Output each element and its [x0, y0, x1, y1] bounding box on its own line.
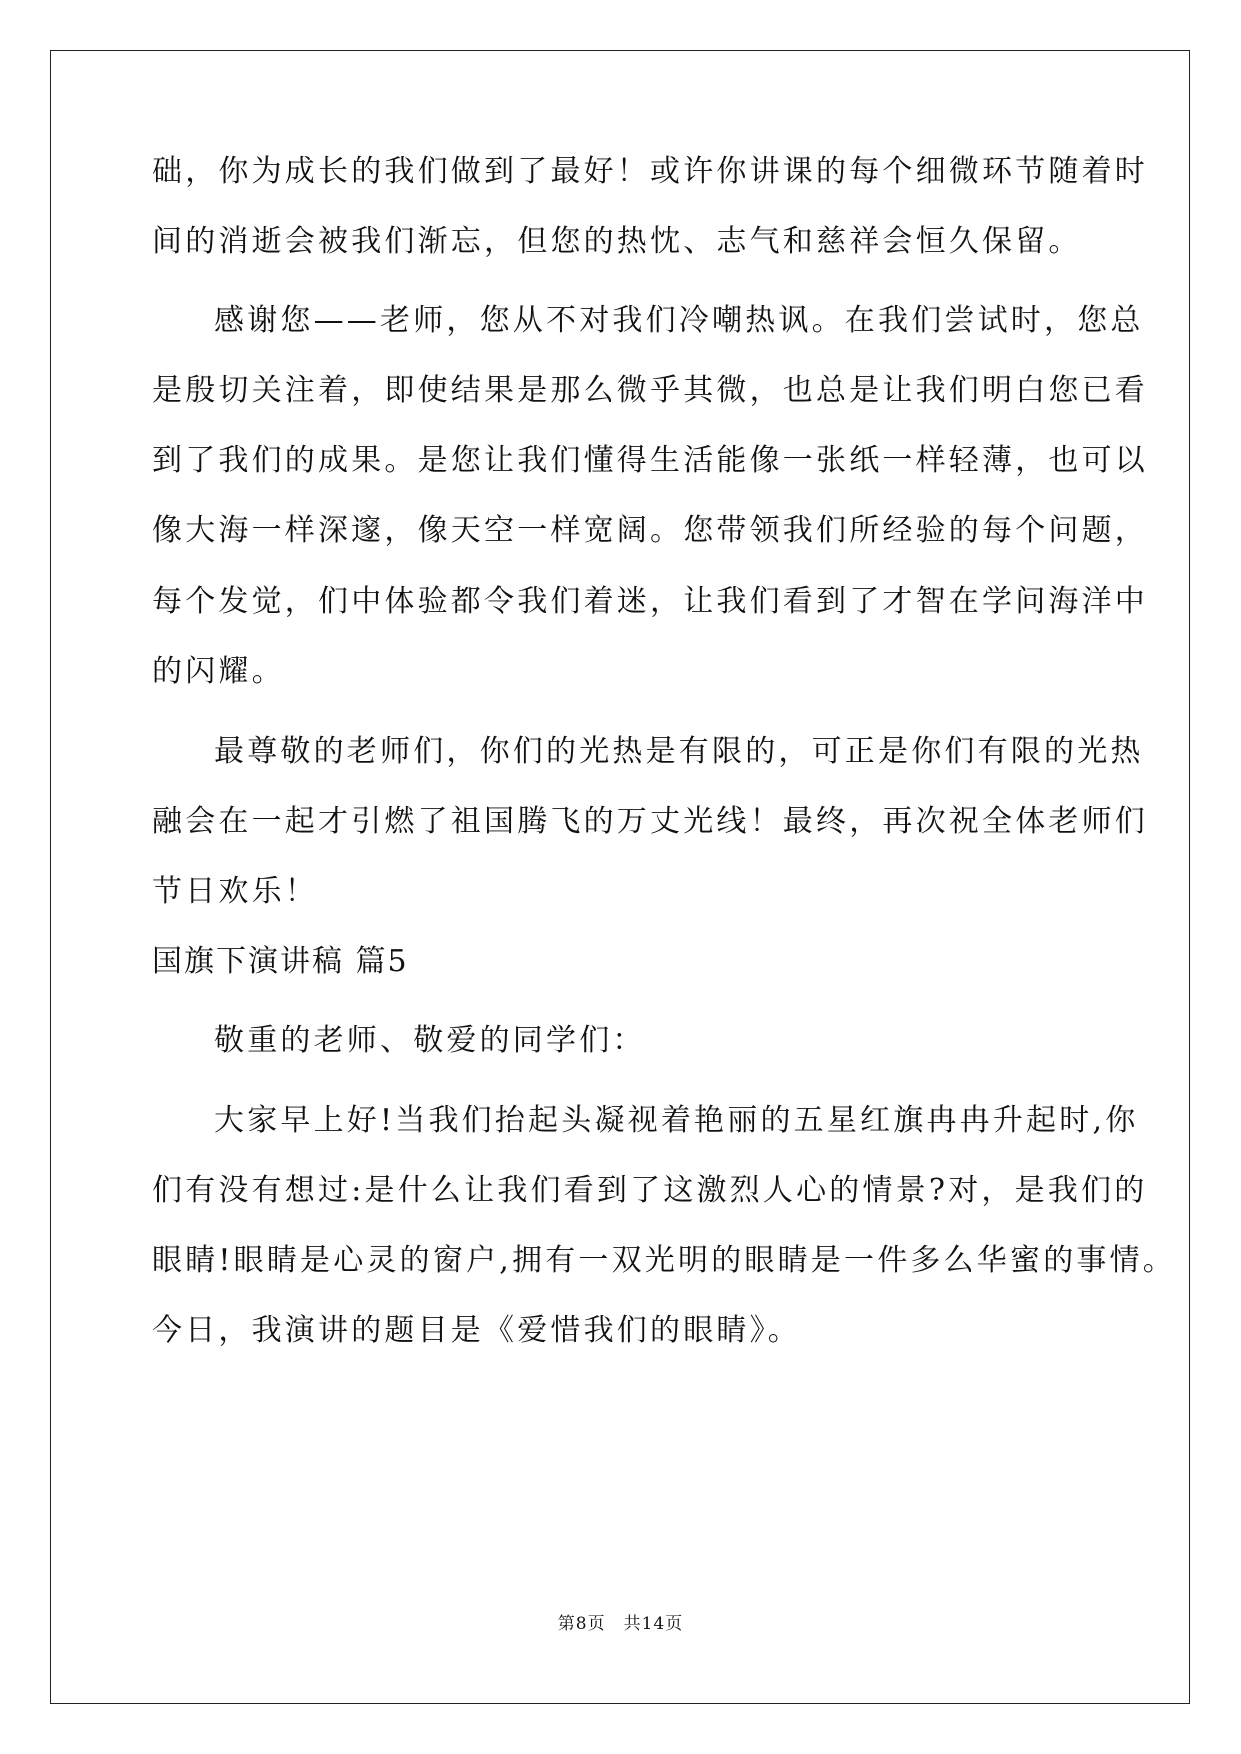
text-line: 感谢您——老师，您从不对我们冷嘲热讽。在我们尝试时，您总 [214, 303, 1144, 338]
text-line: 的闪耀。 [152, 654, 285, 689]
text-line: 今日，我演讲的题目是《爱惜我们的眼睛》。 [152, 1313, 801, 1348]
text-line: 最尊敬的老师们，你们的光热是有限的，可正是你们有限的光热 [214, 734, 1144, 769]
text-line: 眼睛!眼睛是心灵的窗户,拥有一双光明的眼睛是一件多么华蜜的事情。 [152, 1243, 1176, 1278]
text-line: 大家早上好!当我们抬起头凝视着艳丽的五星红旗冉冉升起时,你 [214, 1103, 1139, 1138]
text-line: 是殷切关注着，即使结果是那么微乎其微，也总是让我们明白您已看 [152, 373, 1148, 408]
text-line: 像大海一样深邃，像天空一样宽阔。您带领我们所经验的每个问题， [152, 513, 1148, 548]
section-heading: 国旗下演讲稿 篇5 [152, 944, 409, 979]
page-number-footer: 第8页 共14页 [557, 1614, 684, 1634]
text-line: 到了我们的成果。是您让我们懂得生活能像一张纸一样轻薄，也可以 [152, 443, 1148, 478]
text-line: 融会在一起才引燃了祖国腾飞的万丈光线！最终，再次祝全体老师们 [152, 804, 1148, 839]
text-line: 节日欢乐！ [152, 874, 318, 909]
text-line: 敬重的老师、敬爱的同学们： [214, 1023, 646, 1058]
text-line: 础，你为成长的我们做到了最好！或许你讲课的每个细微环节随着时 [152, 154, 1148, 189]
text-line: 间的消逝会被我们渐忘，但您的热忱、志气和慈祥会恒久保留。 [152, 224, 1082, 259]
text-line: 们有没有想过:是什么让我们看到了这激烈人心的情景?对，是我们的 [152, 1173, 1148, 1208]
text-line: 每个发觉，们中体验都令我们着迷，让我们看到了才智在学问海洋中 [152, 584, 1148, 619]
